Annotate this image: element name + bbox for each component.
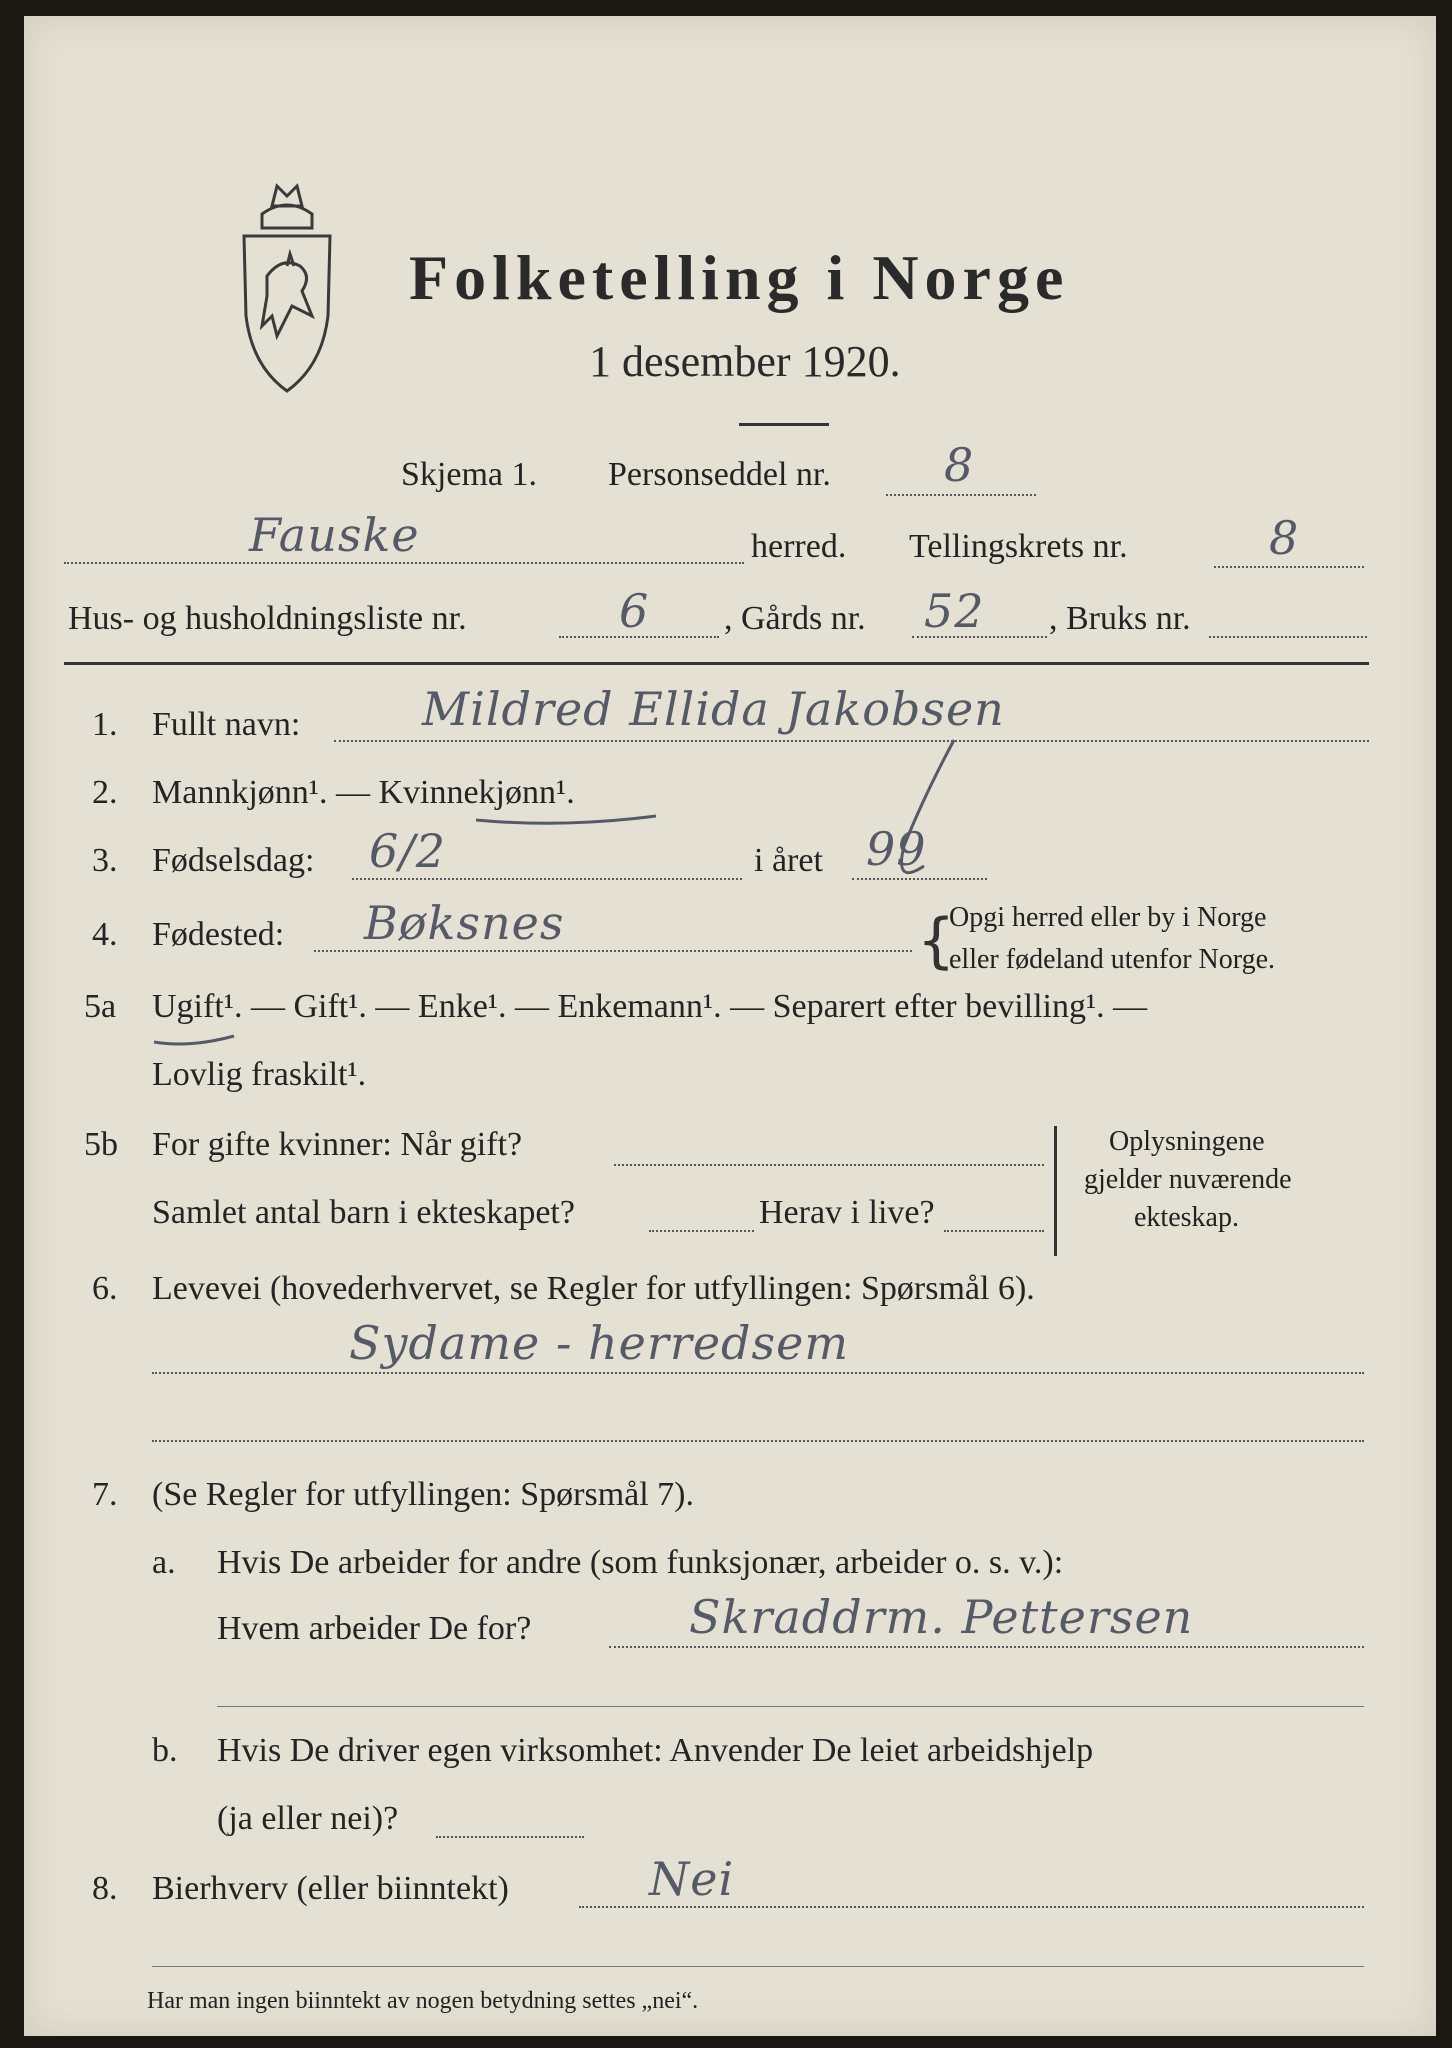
year-label: i året [754, 842, 823, 879]
kvinnekjonn-underline [472, 806, 662, 830]
tellingskrets-label: Tellingskrets nr. [909, 528, 1128, 565]
q5b-bracket-left [1054, 1126, 1057, 1256]
tellingskrets-value[interactable]: 8 [1269, 511, 1300, 565]
q8-number: 8. [92, 1870, 118, 1907]
q7a-extra-line [217, 1706, 1364, 1707]
herred-label: herred. [751, 528, 847, 565]
q4-note-line2: eller fødeland utenfor Norge. [949, 944, 1276, 975]
full-name-value[interactable]: Mildred Ellida Jakobsen [422, 682, 1005, 736]
husliste-label: Hus- og husholdningsliste nr. [68, 600, 467, 637]
q8-extra-line [152, 1966, 1364, 1967]
q1-label: Fullt navn: [152, 706, 301, 743]
q5a-line1: Ugift¹. — Gift¹. — Enke¹. — Enkemann¹. — Separert efter bevilling¹. — [152, 988, 1148, 1025]
q7b-line [436, 1836, 584, 1838]
personseddel-line [886, 494, 1036, 496]
footer-note: Har man ingen biinntekt av nogen betydning settes „nei“. [147, 1988, 699, 2014]
q7a-number: a. [152, 1544, 176, 1581]
q7b-number: b. [152, 1732, 178, 1769]
form-title: Folketelling i Norge [409, 242, 1070, 313]
q4-note-line1: Opgi herred eller by i Norge [949, 902, 1267, 933]
q6-line1 [152, 1372, 1364, 1374]
q5b-children-label: Samlet antal barn i ekteskapet? [152, 1194, 575, 1231]
q7a-line2: Hvem arbeider De for? [217, 1610, 532, 1647]
gards-value[interactable]: 52 [924, 584, 985, 638]
q3-date-line [352, 878, 742, 880]
coat-of-arms-icon [232, 166, 342, 396]
q4-bracket: { [917, 906, 956, 976]
census-form [24, 16, 1436, 2036]
personseddel-label: Personseddel nr. [608, 456, 831, 493]
herred-value[interactable]: Fauske [249, 508, 420, 562]
q3-year-line [852, 878, 987, 880]
q7a-line [609, 1646, 1364, 1648]
q4-number: 4. [92, 916, 118, 953]
birthday-value[interactable]: 6/2 [369, 824, 447, 878]
q5b-note1: Oplysningene [1109, 1126, 1265, 1157]
header-divider [64, 662, 1369, 665]
q3-number: 3. [92, 842, 118, 879]
q7b-line1: Hvis De driver egen virksomhet: Anvender De leiet arbeidshjelp [217, 1732, 1094, 1769]
q5b-number: 5b [84, 1126, 118, 1163]
q5b-alive-label: Herav i live? [759, 1194, 935, 1231]
title-divider [739, 423, 829, 426]
ugift-underline [150, 1028, 240, 1050]
bruks-label: , Bruks nr. [1049, 600, 1191, 637]
q5a-number: 5a [84, 988, 117, 1025]
q5a-line2: Lovlig fraskilt¹. [152, 1056, 367, 1093]
schema-label: Skjema 1. [401, 456, 537, 493]
occupation-value[interactable]: Sydame - herredsem [349, 1316, 849, 1370]
q7a-line1: Hvis De arbeider for andre (som funksjonær, arbeider o. s. v.): [217, 1544, 1064, 1581]
birthplace-value[interactable]: Bøksnes [364, 896, 565, 950]
q5b-children-line [649, 1230, 754, 1232]
q7-label: (Se Regler for utfyllingen: Spørsmål 7). [152, 1476, 695, 1513]
q7-number: 7. [92, 1476, 118, 1513]
q4-label: Fødested: [152, 916, 285, 953]
q8-line [579, 1906, 1364, 1908]
birth-year-value[interactable]: 99 [866, 822, 927, 876]
q5b-married-line [614, 1164, 1044, 1166]
bruks-line [1209, 636, 1367, 638]
form-date: 1 desember 1920. [589, 337, 901, 386]
q6-label: Levevei (hovederhvervet, se Regler for utfyllingen: Spørsmål 6). [152, 1270, 1035, 1307]
husliste-value[interactable]: 6 [619, 584, 650, 638]
q6-line2 [152, 1440, 1364, 1442]
tellingskrets-line [1214, 566, 1364, 568]
q2-label: Mannkjønn¹. — Kvinnekjønn¹. [152, 774, 575, 811]
q5b-line1: For gifte kvinner: Når gift? [152, 1126, 523, 1163]
q1-number: 1. [92, 706, 118, 743]
q5b-note3: ekteskap. [1134, 1202, 1239, 1233]
q3-label: Fødselsdag: [152, 842, 315, 879]
q6-number: 6. [92, 1270, 118, 1307]
q2-number: 2. [92, 774, 118, 811]
q8-label: Bierhverv (eller biinntekt) [152, 1870, 509, 1907]
q7b-line2: (ja eller nei)? [217, 1800, 399, 1837]
q5b-alive-line [944, 1230, 1044, 1232]
q5b-note2: gjelder nuværende [1084, 1164, 1292, 1195]
q1-line [334, 740, 1369, 742]
side-income-value[interactable]: Nei [649, 1852, 735, 1906]
herred-line [64, 562, 744, 564]
employer-value[interactable]: Skraddrm. Pettersen [689, 1590, 1194, 1644]
gards-label: , Gårds nr. [724, 600, 866, 637]
q4-line [314, 950, 912, 952]
personseddel-value[interactable]: 8 [944, 438, 975, 492]
